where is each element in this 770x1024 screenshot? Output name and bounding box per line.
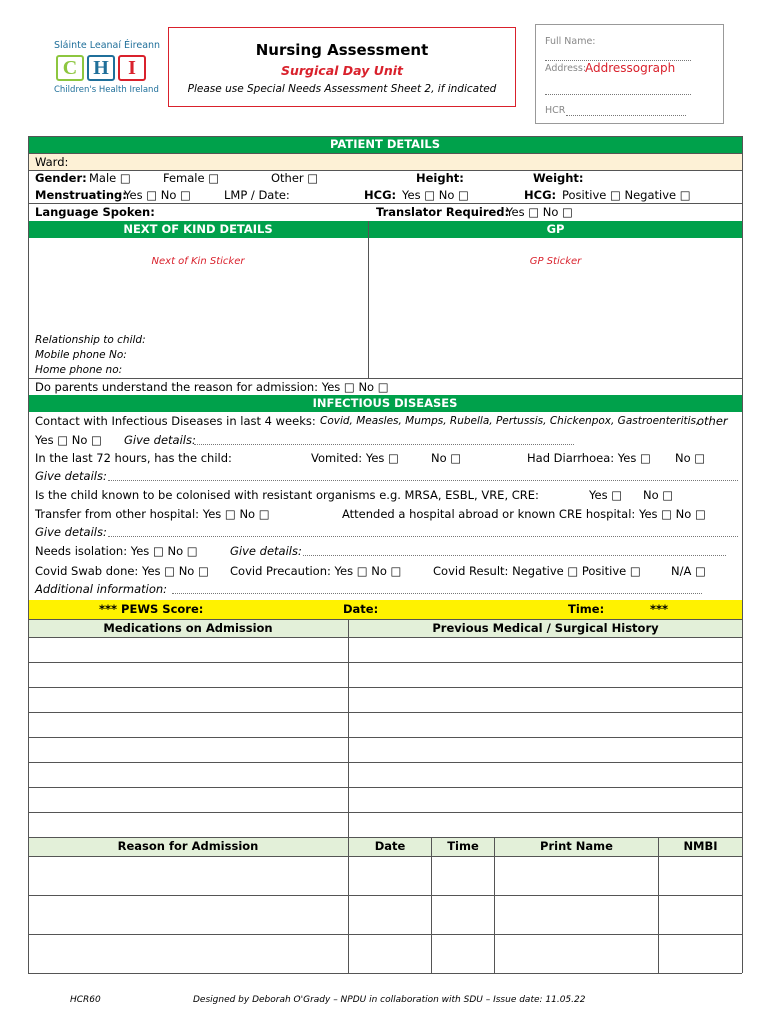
transfer-label[interactable]: Transfer from other hospital: Yes □ No □ — [35, 507, 270, 521]
contact-other: other — [697, 414, 728, 428]
language-label: Language Spoken: — [35, 205, 155, 219]
colonised-label: Is the child known to be colonised with resistant organisms e.g. MRSA, ESBL, VRE, CRE: — [35, 488, 539, 502]
diarrhoea-yes[interactable]: Had Diarrhoea: Yes □ — [527, 451, 651, 465]
last72-details-line[interactable] — [108, 472, 738, 481]
full-name-label: Full Name: — [545, 36, 596, 47]
gp-heading: GP — [369, 221, 742, 238]
meds-row[interactable] — [28, 737, 742, 738]
isolation-label[interactable]: Needs isolation: Yes □ No □ — [35, 544, 198, 558]
ward-row — [28, 153, 742, 170]
contact-options[interactable]: Yes □ No □ — [35, 433, 102, 447]
pews-stars: *** — [650, 602, 669, 616]
translator-options[interactable]: Yes □ No □ — [506, 205, 573, 219]
menstruating-options[interactable]: Yes □ No □ — [124, 188, 191, 202]
contact-give-details: Give details: — [124, 433, 196, 447]
hcr-label: HCR — [545, 105, 566, 116]
infectious-heading: INFECTIOUS DISEASES — [28, 395, 742, 412]
transfer-details-line[interactable] — [108, 528, 738, 537]
isolation-details-line[interactable] — [303, 547, 726, 556]
footer-credit: Designed by Deborah O'Grady – NPDU in collaboration with SDU – Issue date: 11.05.22 — [193, 995, 586, 1005]
logo-letter-h: H — [87, 55, 115, 81]
colonised-no[interactable]: No □ — [643, 488, 674, 502]
history-heading: Previous Medical / Surgical History — [349, 620, 742, 637]
time-heading: Time — [432, 838, 494, 856]
address-line — [545, 86, 691, 95]
last72-label: In the last 72 hours, has the child: — [35, 451, 232, 465]
relationship-label: Relationship to child: — [35, 334, 146, 346]
meds-row[interactable] — [28, 712, 742, 713]
covid-precaution[interactable]: Covid Precaution: Yes □ No □ — [230, 564, 402, 578]
address-label: Address: — [545, 63, 587, 74]
diarrhoea-no[interactable]: No □ — [675, 451, 706, 465]
additional-info-line[interactable] — [172, 585, 702, 594]
gender-female[interactable]: Female □ — [163, 171, 220, 185]
admission-row[interactable] — [28, 895, 742, 896]
vomited-no[interactable]: No □ — [431, 451, 462, 465]
meds-row[interactable] — [28, 762, 742, 763]
nmbi-heading: NMBI — [659, 838, 742, 856]
form-note: Please use Special Needs Assessment Sheet 2, if indicated — [187, 83, 497, 95]
gp-sticker: GP Sticker — [529, 256, 582, 267]
gender-other[interactable]: Other □ — [271, 171, 319, 185]
patient-details-heading: PATIENT DETAILS — [28, 136, 742, 153]
contact-details-line[interactable] — [194, 436, 574, 445]
meds-row[interactable] — [28, 662, 742, 663]
print-name-heading: Print Name — [495, 838, 658, 856]
logo-bottom-text: Children's Health Ireland — [54, 85, 159, 95]
meds-row[interactable] — [28, 812, 742, 813]
height-label: Height: — [416, 171, 464, 185]
gender-label: Gender: — [35, 171, 87, 185]
pews-score-label: *** PEWS Score: — [99, 602, 204, 616]
reason-heading: Reason for Admission — [28, 838, 348, 856]
form-subtitle: Surgical Day Unit — [280, 63, 403, 78]
pews-date-label: Date: — [343, 602, 379, 616]
contact-label: Contact with Infectious Diseases in last 4 weeks: — [35, 414, 316, 428]
addressograph-value: Addressograph — [585, 61, 676, 75]
mobile-label: Mobile phone No: — [35, 349, 127, 361]
form-title: Nursing Assessment — [255, 41, 429, 59]
next-of-kin-heading: NEXT OF KIND DETAILS — [28, 221, 368, 238]
hcr-line — [566, 107, 686, 116]
parents-understand[interactable]: Do parents understand the reason for admission: Yes □ No □ — [35, 380, 389, 394]
next-of-kin-sticker: Next of Kin Sticker — [151, 256, 245, 267]
meds-heading: Medications on Admission — [28, 620, 348, 637]
hcg-result-label: HCG: — [524, 188, 557, 202]
last72-give-details: Give details: — [35, 469, 107, 483]
date-heading: Date — [349, 838, 431, 856]
isolation-give-details: Give details: — [230, 544, 302, 558]
contact-list: Covid, Measles, Mumps, Rubella, Pertussis, Chickenpox, Gastroenteritis, — [320, 415, 700, 427]
logo-top-text: Sláinte Leanaí Éireann — [54, 40, 161, 51]
meds-row[interactable] — [28, 687, 742, 688]
logo-letter-c: C — [56, 55, 84, 81]
colonised-yes[interactable]: Yes □ — [589, 488, 623, 502]
lmp-label: LMP / Date: — [224, 188, 290, 202]
hcg-result-options[interactable]: Positive □ Negative □ — [562, 188, 691, 202]
abroad-label[interactable]: Attended a hospital abroad or known CRE hospital: Yes □ No □ — [342, 507, 706, 521]
menstruating-label: Menstruating: — [35, 188, 127, 202]
covid-swab[interactable]: Covid Swab done: Yes □ No □ — [35, 564, 209, 578]
full-name-line — [545, 52, 691, 61]
covid-result-na[interactable]: N/A □ — [671, 564, 706, 578]
weight-label: Weight: — [533, 171, 584, 185]
meds-row[interactable] — [28, 787, 742, 788]
ward-label: Ward: — [35, 155, 69, 169]
translator-label: Translator Required: — [376, 205, 510, 219]
admission-row[interactable] — [28, 934, 742, 935]
gender-male[interactable]: Male □ — [89, 171, 131, 185]
transfer-give-details: Give details: — [35, 525, 107, 539]
footer-code: HCR60 — [70, 995, 101, 1005]
additional-info-label: Additional information: — [35, 582, 168, 596]
covid-result[interactable]: Covid Result: Negative □ Positive □ — [433, 564, 641, 578]
hcg-options[interactable]: Yes □ No □ — [402, 188, 469, 202]
logo-letter-i: I — [118, 55, 146, 81]
vomited-yes[interactable]: Vomited: Yes □ — [311, 451, 399, 465]
home-phone-label: Home phone no: — [35, 364, 123, 376]
pews-time-label: Time: — [568, 602, 605, 616]
hcg-label: HCG: — [364, 188, 397, 202]
